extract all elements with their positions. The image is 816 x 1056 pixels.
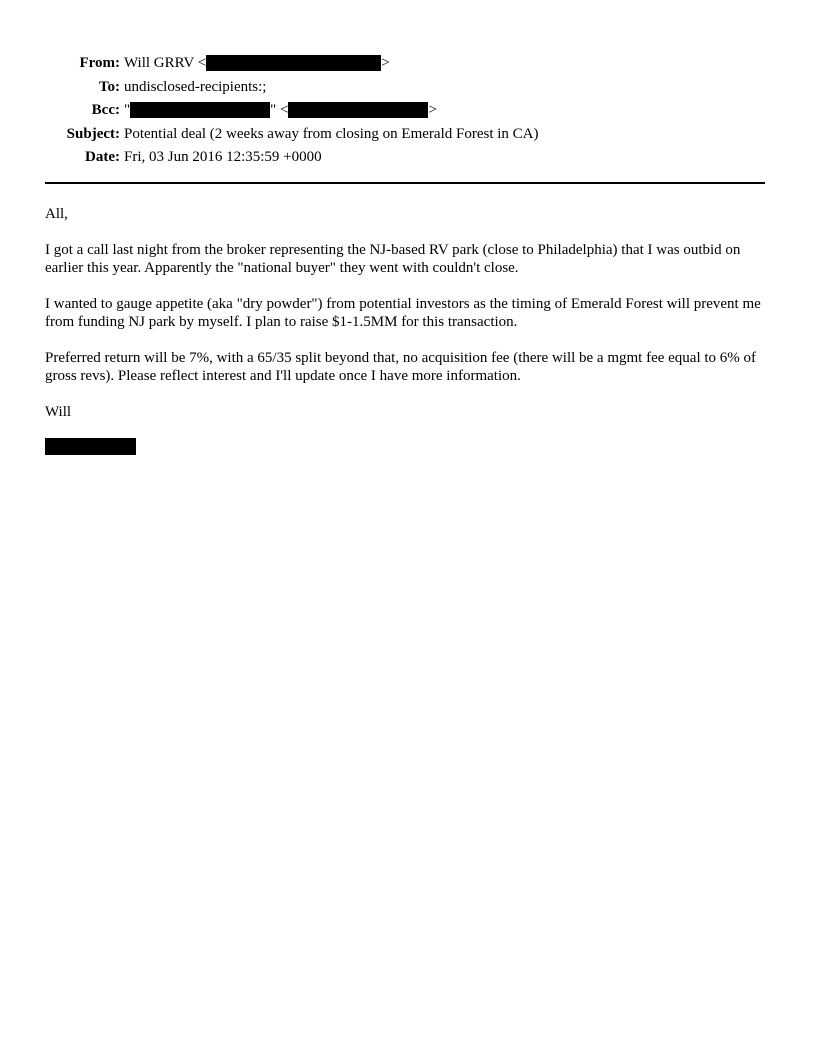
bcc-value (124, 99, 437, 123)
body-paragraph: Preferred return will be 7%, with a 65/35 split beyond that, no acquisition fee (there will be a mgmt fee equal to 6% of gross revs). Please reflect interest and I'll update once I have more information. (45, 349, 757, 384)
redaction-bar (45, 438, 136, 455)
bcc-quote-close: " < (270, 102, 289, 118)
from-row (0, 52, 816, 76)
body-paragraph: I got a call last night from the broker representing the NJ-based RV park (close to Philadelphia) that I was outbid on earlier this year. Apparently the "national buyer" they went with couldn't close. (45, 241, 741, 276)
subject-label: Subject: (66, 125, 120, 142)
body-paragraph: I wanted to gauge appetite (aka "dry powder") from potential investors as the timing of Emerald Forest will prevent me from funding NJ park by myself. I plan to raise $1-1.5MM for this transaction. (45, 295, 761, 330)
from-bracket-open: < (197, 55, 207, 71)
redaction-bar (130, 102, 270, 118)
bcc-quote-open: " (124, 102, 131, 118)
header-divider (45, 182, 765, 184)
bcc-row (0, 99, 816, 123)
email-header (0, 52, 816, 170)
subject-row (0, 123, 816, 147)
date-label: Date: (85, 149, 120, 165)
greeting: All, (45, 206, 68, 222)
from-value (124, 52, 390, 76)
bcc-bracket-close: > (428, 102, 437, 118)
subject-value: Potential deal (2 weeks away from closing on Emerald Forest in CA) (124, 125, 539, 142)
signature: Will (45, 403, 72, 420)
date-value: Fri, 03 Jun 2016 12:35:59 +0000 (124, 149, 322, 165)
redaction-bar (288, 102, 428, 118)
to-row (0, 76, 816, 100)
date-row (0, 146, 816, 170)
email-body (45, 205, 773, 455)
from-label: From: (79, 55, 120, 71)
to-label: To: (98, 78, 120, 95)
from-name: Will GRRV (124, 55, 195, 71)
bcc-label: Bcc: (91, 102, 120, 118)
from-bracket-close: > (381, 55, 390, 71)
redaction-bar (206, 55, 381, 71)
to-value: undisclosed-recipients:; (124, 78, 267, 95)
